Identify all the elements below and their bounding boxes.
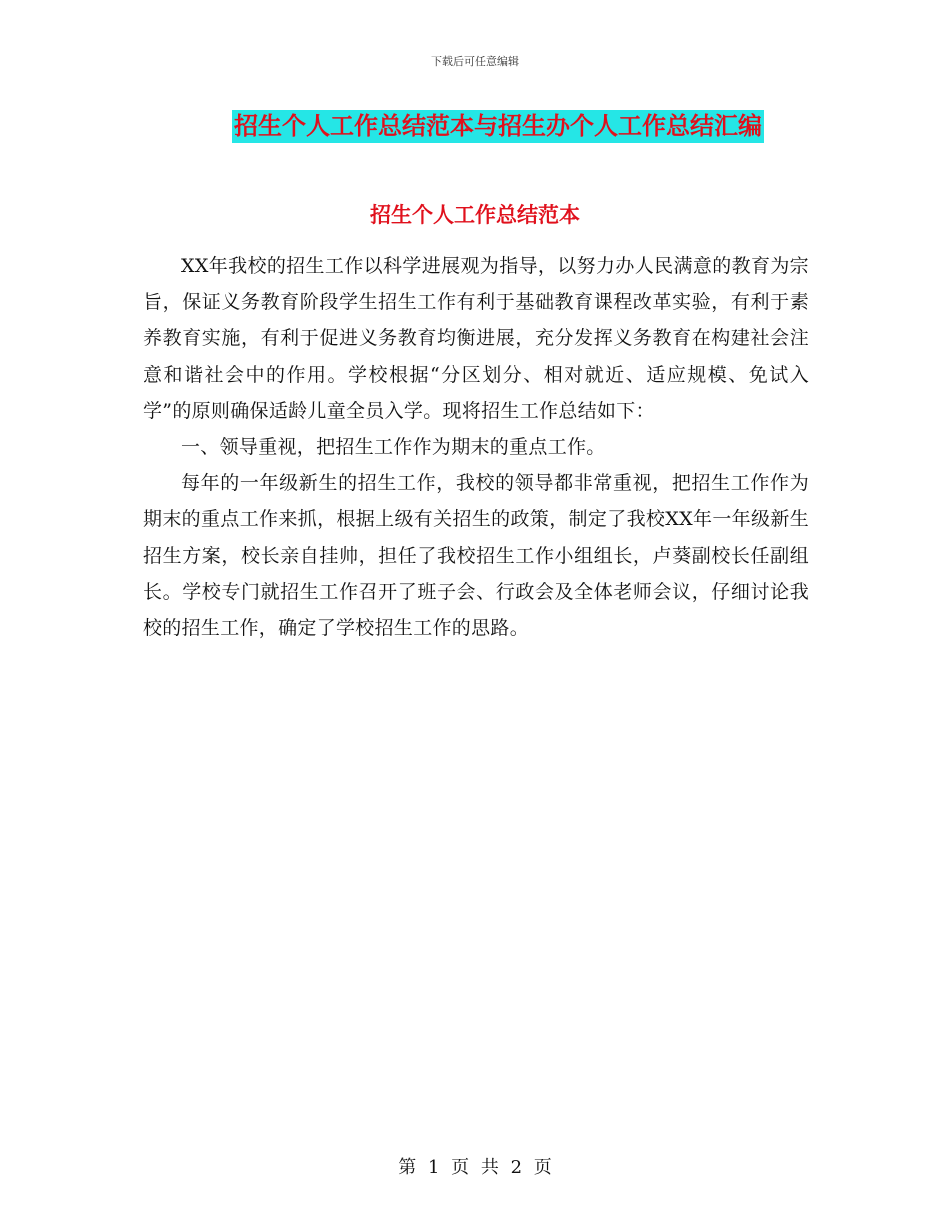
document-body [143, 248, 809, 646]
document-title-container [0, 110, 950, 143]
section-title: 招生个人工作总结范本 [370, 203, 580, 227]
header-note: 下载后可任意编辑 [431, 55, 519, 68]
body-paragraph: 一、领导重视，把招生工作作为期末的重点工作。 [181, 436, 606, 459]
body-paragraph: XX年我校的招生工作以科学进展观为指导，以努力办人民满意的教育为宗旨，保证义务教育阶段学生招生工作有利于基础教育课程改革实验，有利于素养教育实施，有利于促进义务教育均衡进展，充分发挥义务教育在构建社会注意和谐社会中的作用。学校根据“分区划分、相对就近、适应规模、免试入学”的原则确保适龄儿童全员入学。现将招生工作总结如下： [143, 255, 809, 422]
body-paragraph: 每年的一年级新生的招生工作，我校的领导都非常重视，把招生工作作为期末的重点工作来抓，根据上级有关招生的政策，制定了我校XX年一年级新生招生方案，校长亲自挂帅，担任了我校招生工作小组组长，卢葵副校长任副组长。学校专门就招生工作召开了班子会、行政会及全体老师会议，仔细讨论我校的招生工作，确定了学校招生工作的思路。 [143, 472, 809, 640]
page-indicator: 第 1 页 共 2 页 [398, 1157, 552, 1178]
document-title: 招生个人工作总结范本与招生办个人工作总结汇编 [232, 110, 764, 143]
